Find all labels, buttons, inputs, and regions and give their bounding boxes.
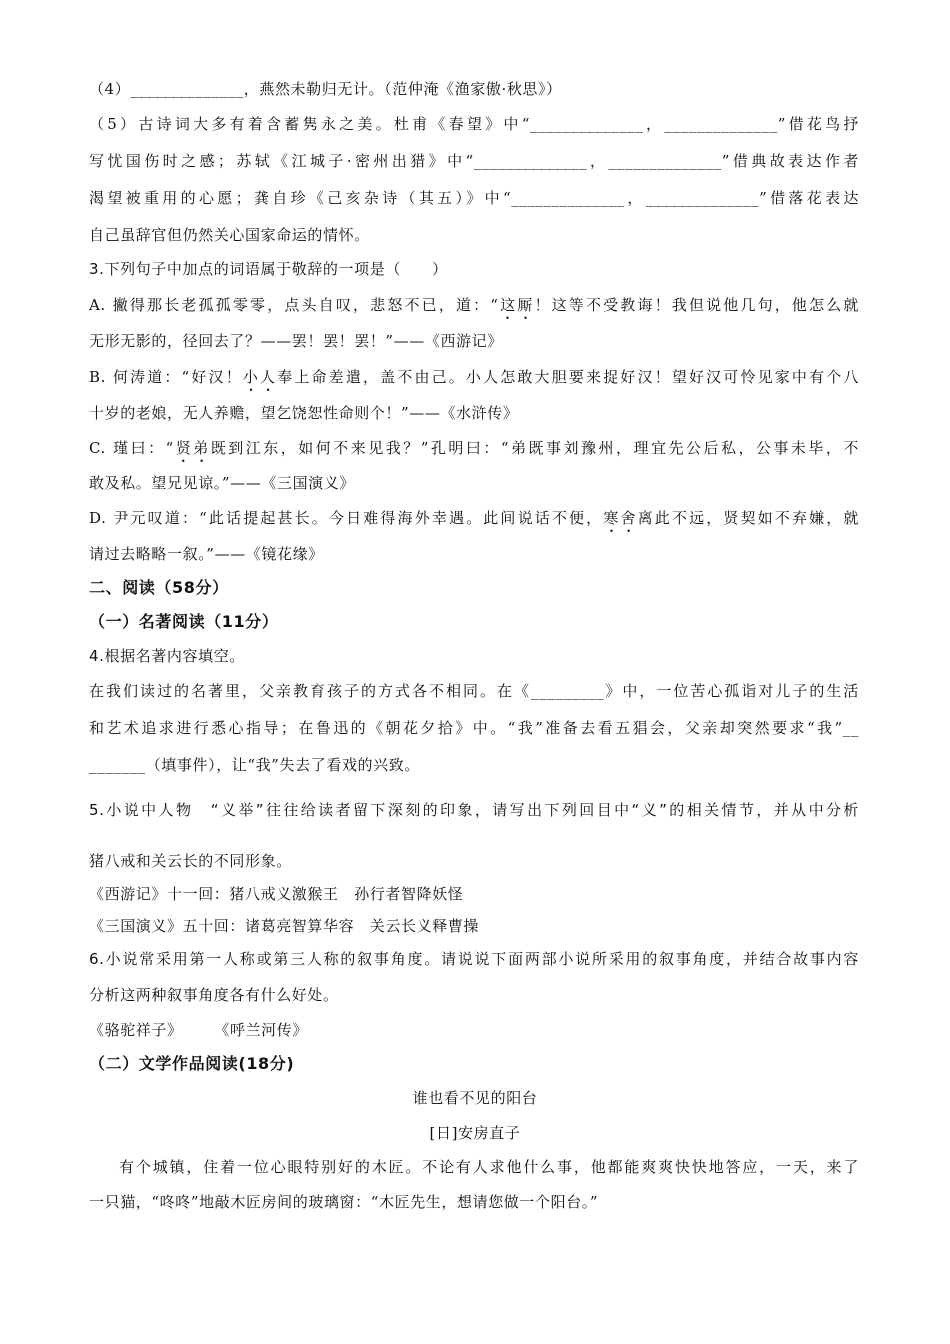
poem-blank-5-line2: 写忧国伤时之感；苏轼《江城子·密州出猎》中“______________，______________”借典故表达作者 bbox=[89, 152, 859, 170]
question-5-item2: 《三国演义》五十回：诸葛亮智算华容 关云长义释曹操 bbox=[89, 917, 480, 935]
article-paragraph-line2: 一只猫，“咚咚”地敲木匠房间的玻璃窗：“木匠先生，想请您做一个阳台。” bbox=[89, 1193, 599, 1211]
question-5-line2: 猪八戒和关云长的不同形象。 bbox=[89, 852, 292, 870]
option-a-line2: 无形无影的，径回去了？——罢！罢！罢！”——《西游记》 bbox=[89, 332, 503, 350]
article-paragraph-line1: 有个城镇，住着一位心眼特别好的木匠。不论有人求他什么事，他都能爽爽快快地答应，一天，来了 bbox=[119, 1158, 859, 1176]
option-c-line1: C. 瑾曰：“贤弟既到江东，如何不来见我？”孔明曰：“弟既事刘豫州，理宜先公后私，公事未毕，不 bbox=[89, 439, 859, 457]
option-d-line1: D. 尹元叹道：“此话提起甚长。今日难得海外幸遇。此间说话不便，寒舍离此不远，贤契如不弃嫌，就 bbox=[89, 509, 859, 527]
poem-blank-4: （4）______________，燕然未勒归无计。（范仲淹《渔家傲·秋思》） bbox=[89, 80, 562, 98]
option-b-line1: B. 何涛道：“好汉！小人奉上命差遣，盖不由己。小人怎敢大胆要来捉好汉！望好汉可怜见家中有个八 bbox=[89, 368, 860, 386]
poem-blank-5-line1: （5）古诗词大多有着含蓄隽永之美。杜甫《春望》中“______________，______________”借花鸟抒 bbox=[89, 115, 859, 133]
dotted-term-c: 贤弟 bbox=[173, 439, 211, 457]
option-c-line2: 敢及私。望兄见谅。”——《三国演义》 bbox=[89, 474, 355, 492]
question-4-line3: _______（填事件），让“我”失去了看戏的兴致。 bbox=[89, 756, 420, 774]
article-title: 谁也看不见的阳台 bbox=[412, 1089, 538, 1107]
question-6-line2: 分析这两种叙事角度各有什么好处。 bbox=[89, 986, 339, 1004]
dotted-term-b: 小人 bbox=[242, 368, 278, 386]
option-d-line2: 请过去略略一叙。”——《镜花缘》 bbox=[89, 545, 324, 563]
option-b-line2: 十岁的老娘，无人养赡，望乞饶恕性命则个！”——《水浒传》 bbox=[89, 404, 519, 422]
question-4-line2: 和艺术追求进行悉心指导；在鲁迅的《朝花夕拾》中。“我”准备去看五猖会，父亲却突然要求“我”__ bbox=[89, 719, 859, 737]
question-6-works: 《骆驼祥子》 《呼兰河传》 bbox=[89, 1021, 309, 1039]
option-a-line1: A. 撇得那长老孤孤零零，点头自叹，悲怒不已，道：“这厮！这等不受教诲！我但说他几句，他怎么就 bbox=[89, 296, 859, 314]
question-4: 4.根据名著内容填空。 bbox=[89, 647, 245, 665]
dotted-term-a: 这厮 bbox=[498, 296, 535, 314]
subsection-1-heading: （一）名著阅读（11分） bbox=[89, 612, 279, 631]
section-2-heading: 二、阅读（58分） bbox=[89, 578, 229, 597]
question-6-line1: 6.小说常采用第一人称或第三人称的叙事角度。请说说下面两部小说所采用的叙事角度，并结合故事内容 bbox=[89, 950, 859, 968]
poem-blank-5-line4: 自己虽辞官但仍然关心国家命运的情怀。 bbox=[89, 226, 370, 244]
subsection-2-heading: （二）文学作品阅读(18分) bbox=[89, 1054, 295, 1073]
poem-blank-5-line3: 渴望被重用的心愿；龚自珍《己亥杂诗（其五）》中“______________，______________”借落花表达 bbox=[89, 189, 859, 207]
question-5-item1: 《西游记》十一回：猪八戒义激猴王 孙行者智降妖怪 bbox=[89, 885, 464, 903]
question-4-line1: 在我们读过的名著里，父亲教育孩子的方式各不相同。在《_________》中，一位苦心孤诣对儿子的生活 bbox=[89, 682, 859, 700]
article-author: [日]安房直子 bbox=[429, 1124, 521, 1142]
question-3: 3.下列句子中加点的词语属于敬辞的一项是（ ） bbox=[89, 260, 448, 278]
dotted-term-d: 寒舍 bbox=[603, 509, 638, 527]
question-5-line1: 5.小说中人物 “义举”往往给读者留下深刻的印象，请写出下列回目中“义”的相关情节，并从中分析 bbox=[89, 801, 859, 819]
